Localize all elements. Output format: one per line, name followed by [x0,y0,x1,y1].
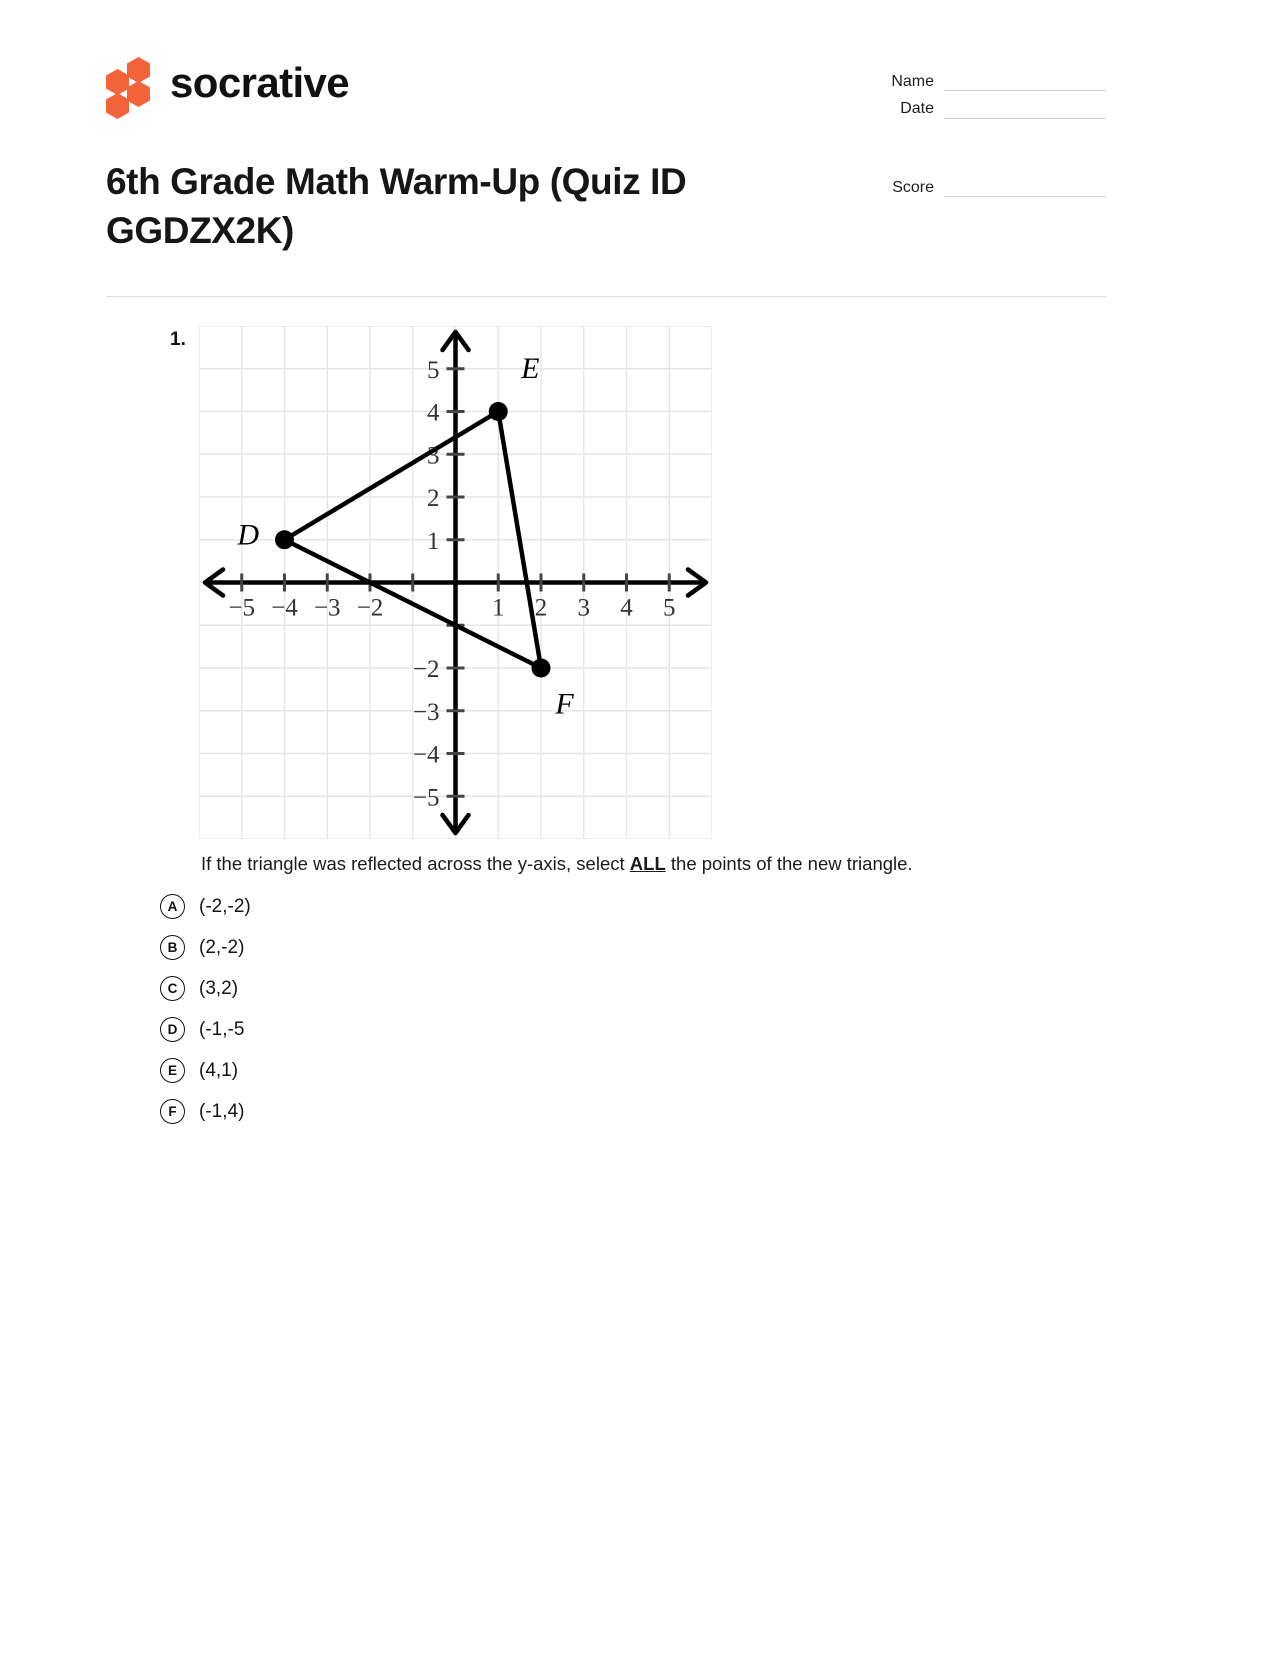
y-tick-label: −3 [412,698,440,726]
answer-choice-list [160,886,660,1132]
x-tick-label: 5 [663,594,676,622]
x-tick-label: 3 [577,594,590,622]
header-divider [106,296,1106,297]
date-label: Date [900,100,934,118]
choice-bubble-f[interactable]: F [160,1099,185,1124]
x-tick-label: −5 [228,594,256,622]
answer-choice-a[interactable] [160,886,660,927]
answer-choice-d[interactable] [160,1009,660,1050]
hexagon-icon-3 [127,57,150,83]
hexagon-icon-4 [127,81,150,107]
answer-choice-e[interactable] [160,1050,660,1091]
y-tick-label: 4 [427,399,440,427]
vertex-point-f [532,659,551,678]
x-tick-label: 1 [492,594,505,622]
brand-name: socrative [170,59,350,106]
choice-bubble-c[interactable]: C [160,976,185,1001]
x-tick-label: −4 [271,594,298,622]
date-row [856,100,1106,118]
student-info-block [856,73,1106,206]
question-prompt [201,850,1081,878]
y-tick-label: 5 [427,356,440,384]
name-row [856,73,1106,91]
question-number: 1. [170,329,186,350]
vertex-label-f: F [555,687,574,721]
name-field[interactable] [944,73,1106,91]
score-field[interactable] [944,179,1106,197]
choice-text-c: (3,2) [199,978,239,999]
x-tick-label: 4 [620,594,633,622]
x-tick-label: 2 [534,594,548,622]
choice-bubble-e[interactable]: E [160,1058,185,1083]
choice-text-a: (-2,-2) [199,896,251,917]
y-tick-label: −4 [412,741,440,769]
vertex-label-d: D [237,518,259,552]
vertex-point-e [489,402,508,421]
date-field[interactable] [944,101,1106,119]
answer-choice-b[interactable] [160,927,660,968]
prompt-emphasis: ALL [629,853,666,874]
hexagon-icon-1 [106,69,129,95]
name-label: Name [891,73,934,90]
page-title: 6th Grade Math Warm-Up (Quiz ID GGDZX2K) [106,161,687,251]
vertex-point-d [275,530,294,549]
y-tick-label: 2 [427,485,440,512]
choice-bubble-b[interactable]: B [160,935,185,960]
y-tick-label: −2 [412,656,440,683]
prompt-part-1: If the triangle was reflected across the y-axis, select [201,853,630,874]
choice-text-b: (2,-2) [199,937,245,958]
choice-bubble-a[interactable]: A [160,894,185,919]
choice-text-f: (-1,4) [199,1101,245,1122]
x-tick-label: −3 [313,594,341,622]
y-tick-label: 1 [427,527,440,555]
socrative-hexagon-icon [106,55,156,111]
score-row [856,179,1106,197]
answer-choice-f[interactable] [160,1091,660,1132]
prompt-part-2: the points of the new triangle. [665,853,913,874]
y-tick-label: 3 [427,442,440,470]
answer-choice-c[interactable] [160,968,660,1009]
choice-text-d: (-1,-5 [199,1019,245,1040]
score-label: Score [892,178,934,196]
y-tick-label: −5 [412,784,440,812]
choice-text-e: (4,1) [199,1060,239,1081]
coordinate-plane-figure [199,326,712,839]
vertex-label-e: E [521,351,540,385]
hexagon-icon-2 [106,93,129,119]
page-header [106,55,1106,196]
x-tick-label: −2 [356,594,384,622]
choice-bubble-d[interactable]: D [160,1017,185,1042]
axes [205,332,706,833]
socrative-logo [106,55,349,111]
coordinate-plane-svg [199,326,712,839]
